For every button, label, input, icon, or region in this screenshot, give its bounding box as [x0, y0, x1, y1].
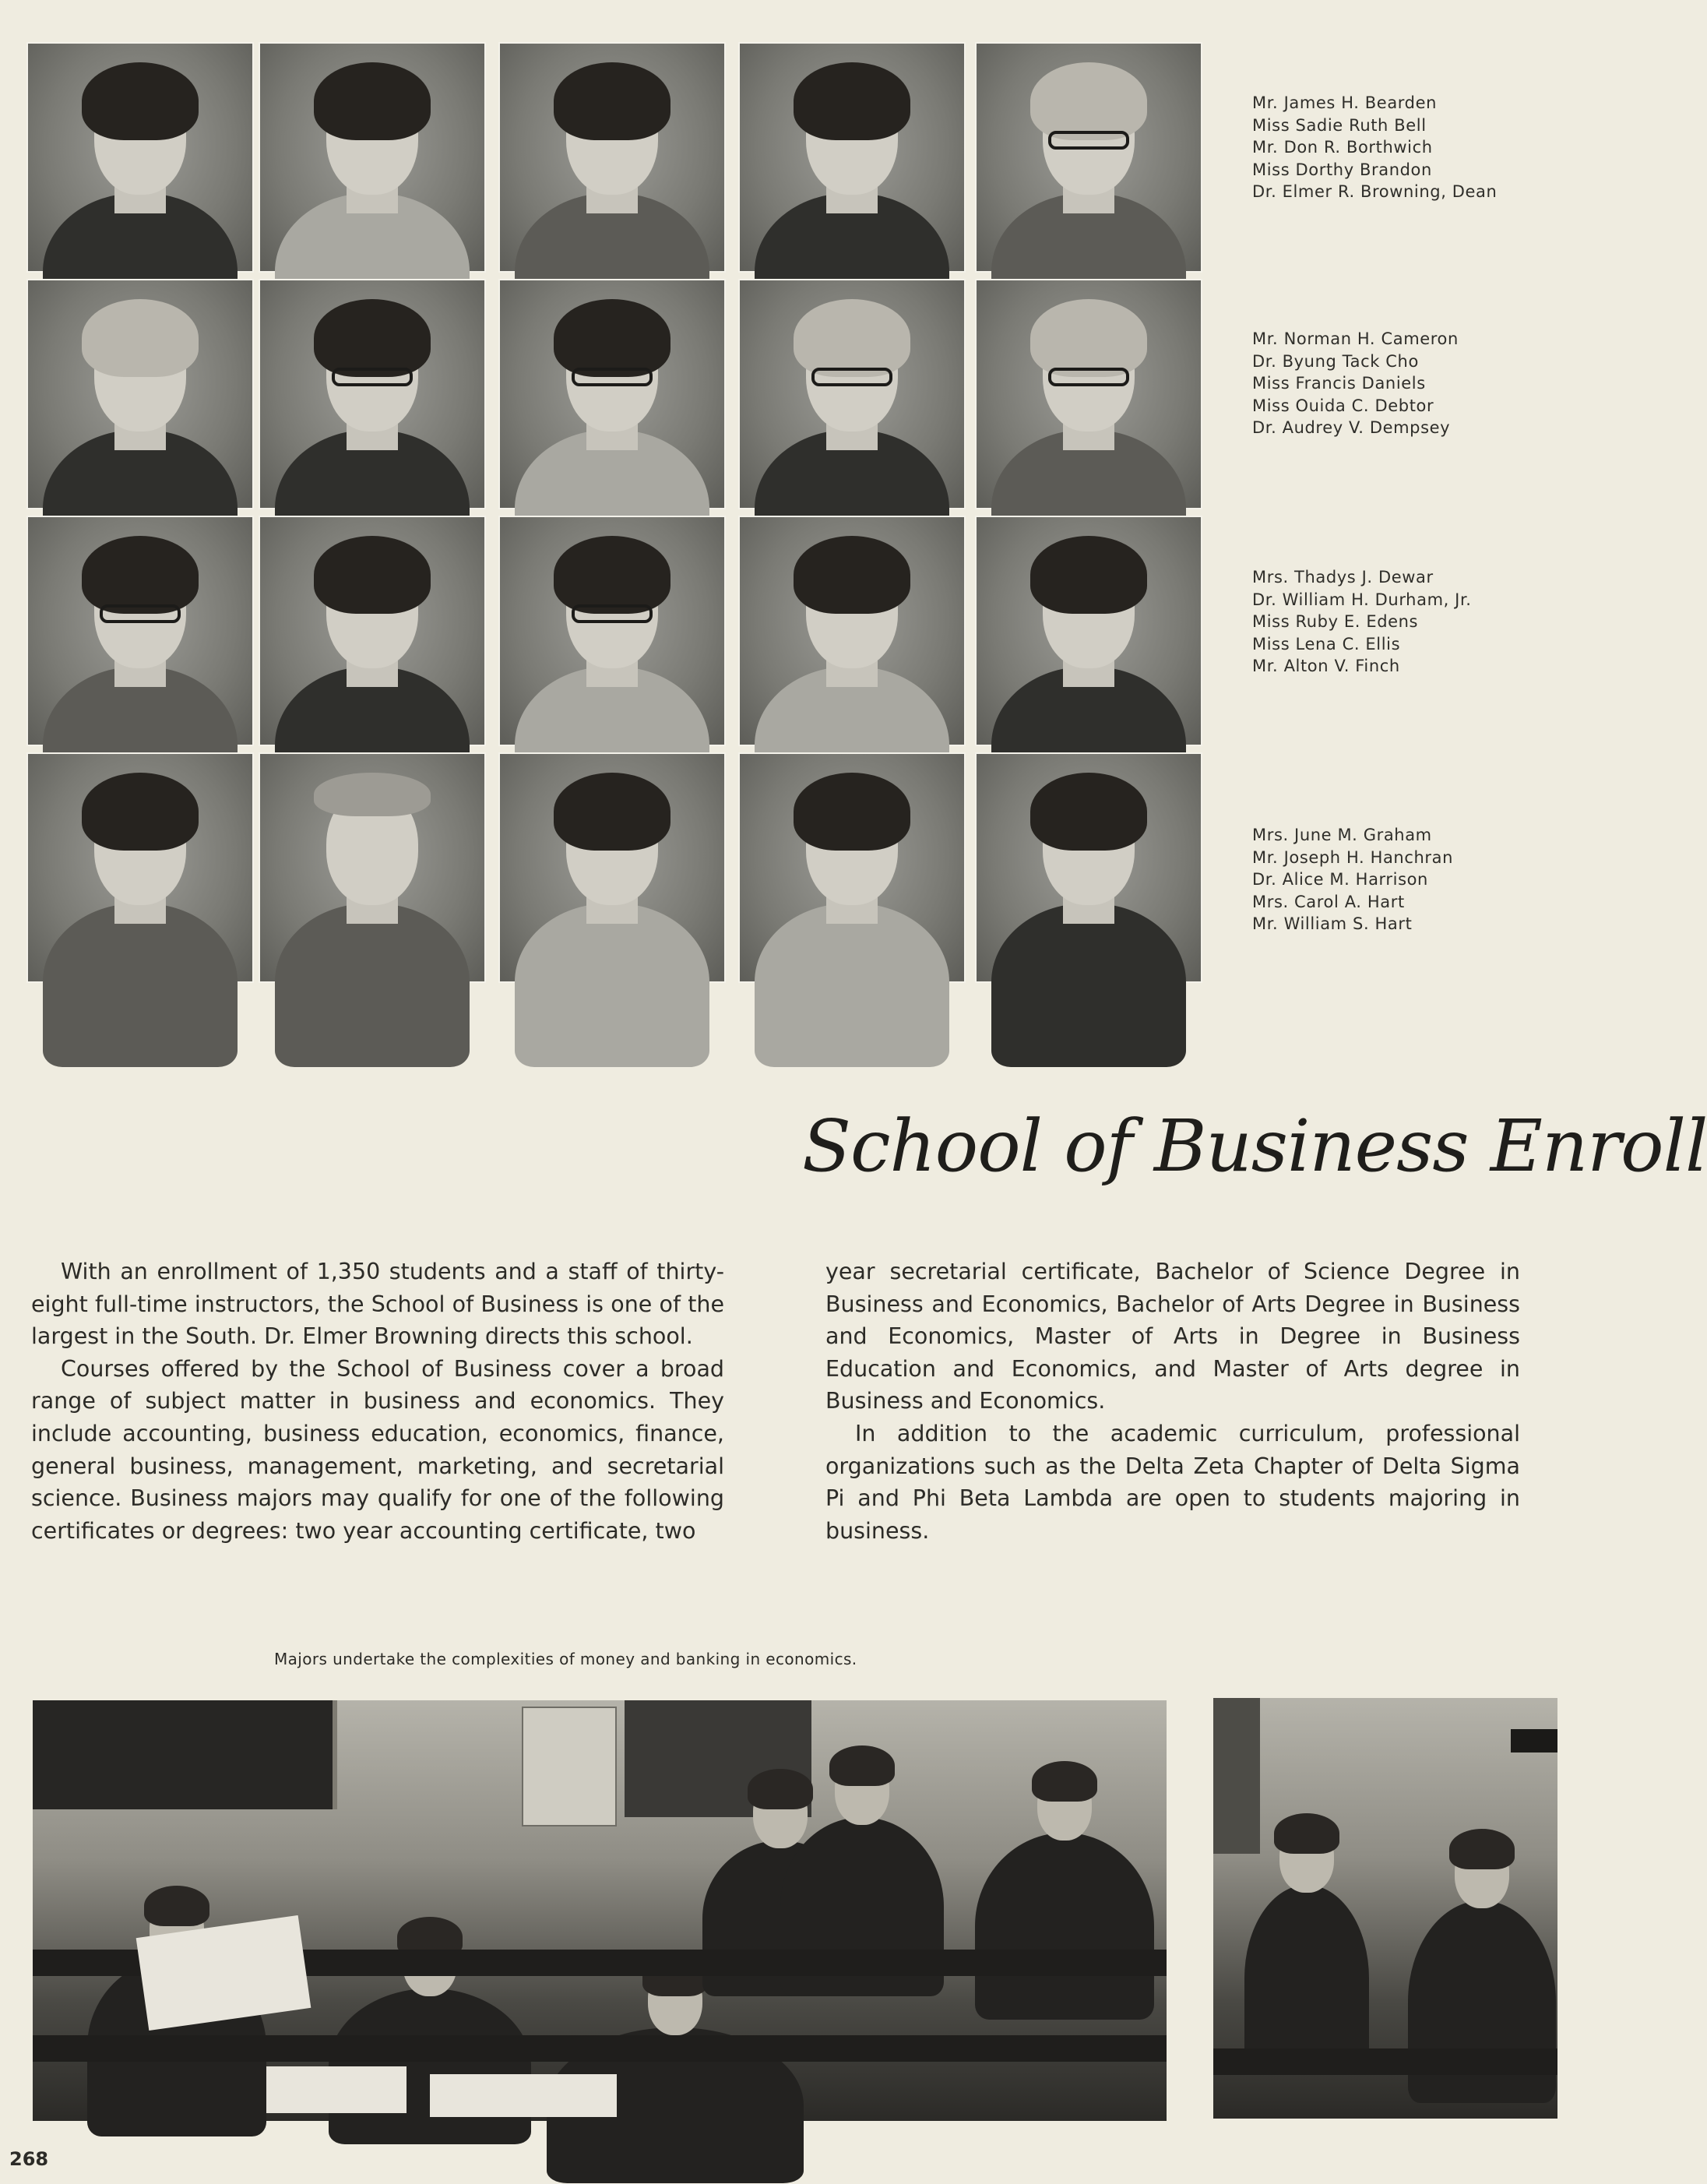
faculty-name: Mr. William S. Hart — [1252, 914, 1413, 934]
faculty-portrait — [738, 752, 966, 983]
desk-row — [33, 2035, 1167, 2062]
faculty-portrait — [259, 516, 486, 746]
faculty-portrait — [259, 752, 486, 983]
faculty-name: Dr. Alice M. Harrison — [1252, 870, 1428, 889]
faculty-name: Mrs. Thadys J. Dewar — [1252, 568, 1434, 587]
faculty-portrait — [975, 516, 1202, 746]
faculty-name: Dr. William H. Durham, Jr. — [1252, 590, 1472, 609]
paper — [266, 2066, 407, 2113]
faculty-names-row-1 — [1252, 92, 1517, 203]
faculty-name: Dr. Elmer R. Browning, Dean — [1252, 182, 1498, 202]
faculty-name: Mrs. June M. Graham — [1252, 826, 1432, 844]
photo-caption: Majors undertake the complexities of money and banking in economics. — [274, 1650, 857, 1668]
desk-row — [1213, 2048, 1557, 2075]
faculty-portrait — [975, 279, 1202, 509]
article-paragraph: year secretarial certificate, Bachelor of Science Degree in Business and Economics, Bachelor of Arts Degree in Business and Economics, Master of Arts in Degree in Business Education and Economics, and Master of Arts degree in Business and Economics. — [825, 1259, 1520, 1414]
faculty-name: Miss Ruby E. Edens — [1252, 612, 1419, 632]
faculty-portrait — [26, 516, 254, 746]
classroom-photo — [33, 1700, 1167, 2121]
faculty-name: Miss Francis Daniels — [1252, 374, 1426, 393]
faculty-portrait — [498, 279, 726, 509]
faculty-portrait — [498, 752, 726, 983]
faculty-name: Miss Ouida C. Debtor — [1252, 396, 1434, 415]
faculty-name: Miss Lena C. Ellis — [1252, 634, 1401, 653]
wall-poster — [522, 1707, 617, 1826]
faculty-portrait-grid — [26, 42, 1209, 985]
faculty-name: Miss Sadie Ruth Bell — [1252, 115, 1427, 135]
paper — [430, 2074, 617, 2117]
faculty-portrait — [498, 42, 726, 273]
faculty-portrait — [975, 42, 1202, 273]
faculty-portrait — [975, 752, 1202, 983]
article-paragraph: Courses offered by the School of Business cover a broad range of subject matter in business and economics. They include accounting, business education, economics, finance, general business, management, marketing, and secretarial science. Business majors may qualify for one of the following certificates or degrees: two year accounting certificate, two — [31, 1355, 724, 1544]
faculty-name: Miss Dorthy Brandon — [1252, 160, 1432, 179]
faculty-name: Mr. Alton V. Finch — [1252, 657, 1400, 676]
section-heading: School of Business Enroll — [802, 1104, 1707, 1188]
faculty-name: Mr. Don R. Borthwich — [1252, 138, 1433, 157]
wall-fixture — [1511, 1729, 1557, 1752]
classroom-photo — [1213, 1698, 1557, 2119]
faculty-name: Dr. Byung Tack Cho — [1252, 351, 1419, 371]
faculty-name: Mr. James H. Bearden — [1252, 93, 1438, 112]
faculty-name: Mr. Norman H. Cameron — [1252, 329, 1459, 348]
article-paragraph: In addition to the academic curriculum, professional organizations such as the Delta Zeta Chapter of Delta Sigma Pi and Phi Beta Lambda are open to students majoring in business. — [825, 1420, 1520, 1544]
faculty-portrait — [26, 42, 254, 273]
faculty-portrait — [26, 752, 254, 983]
article-column-right — [825, 1256, 1520, 1547]
chalkboard — [33, 1700, 337, 1809]
faculty-name: Mr. Joseph H. Hanchran — [1252, 847, 1454, 867]
faculty-portrait — [738, 516, 966, 746]
student — [1244, 1885, 1369, 2072]
faculty-portrait — [738, 279, 966, 509]
wall-door — [1213, 1698, 1260, 1854]
page-number: 268 — [9, 2148, 49, 2170]
faculty-names-row-2 — [1252, 328, 1517, 439]
faculty-names-row-4 — [1252, 824, 1517, 935]
article-paragraph: With an enrollment of 1,350 students and a staff of thirty-eight full-time instructors, the School of Business is one of the largest in the South. Dr. Elmer Browning directs this school. — [31, 1259, 724, 1350]
faculty-name: Dr. Audrey V. Dempsey — [1252, 418, 1451, 438]
faculty-name: Mrs. Carol A. Hart — [1252, 892, 1405, 911]
faculty-portrait — [26, 279, 254, 509]
article-column-left — [31, 1256, 724, 1547]
faculty-portrait — [259, 279, 486, 509]
faculty-portrait — [259, 42, 486, 273]
faculty-portrait — [738, 42, 966, 273]
faculty-names-row-3 — [1252, 566, 1517, 678]
student — [975, 1833, 1154, 2020]
faculty-portrait — [498, 516, 726, 746]
